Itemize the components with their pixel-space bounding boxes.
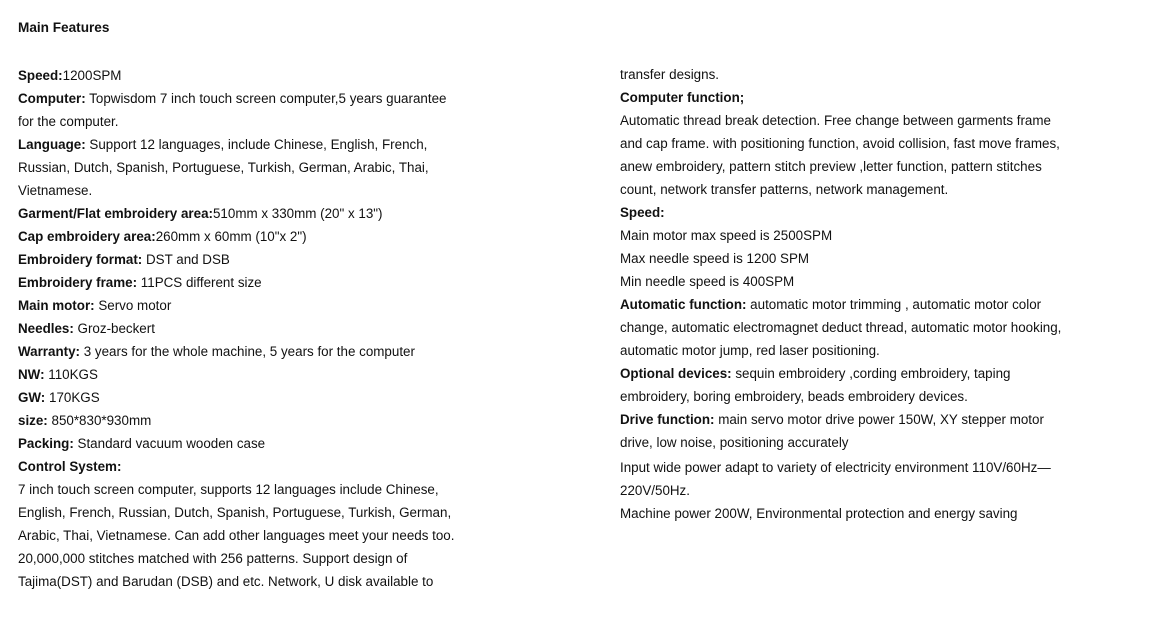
feature-line <box>18 204 578 227</box>
feature-text: Machine power 200W, Environmental protection and energy saving <box>620 506 1018 521</box>
feature-text: and cap frame. with positioning function, avoid collision, fast move frames, <box>620 136 1060 151</box>
feature-line <box>620 504 1150 527</box>
feature-text: 850*830*930mm <box>47 413 152 428</box>
feature-line <box>620 433 1150 456</box>
feature-label: Embroidery frame: <box>18 275 138 290</box>
feature-text: change, automatic electromagnet deduct thread, automatic motor hooking, <box>620 320 1062 335</box>
feature-line <box>18 526 578 549</box>
feature-text: automatic motor trimming , automatic motor color <box>746 297 1042 312</box>
feature-line <box>620 481 1150 504</box>
feature-label: Speed: <box>18 68 63 83</box>
feature-text: English, French, Russian, Dutch, Spanish, Portuguese, Turkish, German, <box>18 505 452 520</box>
feature-line <box>620 364 1150 387</box>
feature-text: Vietnamese. <box>18 183 93 198</box>
feature-line <box>620 88 1150 111</box>
feature-line <box>18 457 578 480</box>
feature-line <box>18 250 578 273</box>
feature-line <box>620 65 1150 88</box>
feature-line <box>620 180 1150 203</box>
feature-line <box>620 387 1150 410</box>
feature-label: Main motor: <box>18 298 95 313</box>
feature-label: Packing: <box>18 436 74 451</box>
features-right-column <box>620 65 1150 527</box>
feature-text: Min needle speed is 400SPM <box>620 274 795 289</box>
feature-label: Optional devices: <box>620 366 732 381</box>
feature-line <box>18 112 578 135</box>
feature-line <box>620 111 1150 134</box>
feature-line <box>620 295 1150 318</box>
feature-line <box>18 388 578 411</box>
features-left-column <box>18 66 578 595</box>
feature-text: Topwisdom 7 inch touch screen computer,5 years guarantee <box>85 91 447 106</box>
feature-line <box>18 158 578 181</box>
feature-text: count, network transfer patterns, network management. <box>620 182 949 197</box>
feature-text: main servo motor drive power 150W, XY stepper motor <box>714 412 1044 427</box>
feature-text: 3 years for the whole machine, 5 years for the computer <box>80 344 415 359</box>
feature-line <box>620 272 1150 295</box>
feature-text: automatic motor jump, red laser positioning. <box>620 343 880 358</box>
feature-text: DST and DSB <box>142 252 230 267</box>
feature-text: Groz-beckert <box>73 321 155 336</box>
feature-text: Input wide power adapt to variety of electricity environment 110V/60Hz— <box>620 460 1051 475</box>
feature-text: Main motor max speed is 2500SPM <box>620 228 833 243</box>
feature-text: embroidery, boring embroidery, beads embroidery devices. <box>620 389 968 404</box>
page-title: Main Features <box>18 20 110 35</box>
feature-line <box>18 572 578 595</box>
feature-line <box>18 365 578 388</box>
feature-line <box>18 434 578 457</box>
feature-text: Servo motor <box>94 298 172 313</box>
feature-line <box>18 549 578 572</box>
feature-line <box>18 181 578 204</box>
feature-text: Tajima(DST) and Barudan (DSB) and etc. Network, U disk available to <box>18 574 434 589</box>
feature-label: Control System: <box>18 459 122 474</box>
feature-line <box>18 411 578 434</box>
feature-label: Embroidery format: <box>18 252 143 267</box>
feature-line <box>18 66 578 89</box>
feature-text: Russian, Dutch, Spanish, Portuguese, Turkish, German, Arabic, Thai, <box>18 160 429 175</box>
feature-text: drive, low noise, positioning accurately <box>620 435 849 450</box>
feature-label: Speed: <box>620 205 665 220</box>
feature-label: Needles: <box>18 321 74 336</box>
feature-text: sequin embroidery ,cording embroidery, taping <box>731 366 1011 381</box>
feature-text: 20,000,000 stitches matched with 256 patterns. Support design of <box>18 551 408 566</box>
feature-label: GW: <box>18 390 46 405</box>
feature-line <box>18 296 578 319</box>
feature-line <box>18 480 578 503</box>
feature-text: 220V/50Hz. <box>620 483 690 498</box>
feature-text: transfer designs. <box>620 67 719 82</box>
feature-line <box>18 503 578 526</box>
feature-label: NW: <box>18 367 45 382</box>
feature-label: Cap embroidery area: <box>18 229 156 244</box>
feature-line <box>18 227 578 250</box>
feature-text: Max needle speed is 1200 SPM <box>620 251 810 266</box>
feature-text: anew embroidery, pattern stitch preview ,letter function, pattern stitches <box>620 159 1042 174</box>
feature-line <box>620 341 1150 364</box>
feature-label: Garment/Flat embroidery area: <box>18 206 213 221</box>
feature-line <box>18 135 578 158</box>
feature-line <box>620 157 1150 180</box>
feature-text: Automatic thread break detection. Free change between garments frame <box>620 113 1051 128</box>
feature-label: Drive function: <box>620 412 715 427</box>
feature-text: Support 12 languages, include Chinese, English, French, <box>85 137 428 152</box>
feature-text: 110KGS <box>44 367 98 382</box>
feature-text: Standard vacuum wooden case <box>73 436 266 451</box>
feature-text: 1200SPM <box>62 68 122 83</box>
feature-label: Language: <box>18 137 86 152</box>
feature-text: 170KGS <box>45 390 100 405</box>
feature-label: Computer function; <box>620 90 745 105</box>
feature-line <box>18 319 578 342</box>
feature-label: size: <box>18 413 48 428</box>
feature-line <box>620 249 1150 272</box>
feature-label: Automatic function: <box>620 297 747 312</box>
feature-line <box>18 342 578 365</box>
feature-line <box>620 410 1150 433</box>
feature-line <box>18 273 578 296</box>
feature-line <box>620 458 1150 481</box>
feature-line <box>18 89 578 112</box>
feature-text: 260mm x 60mm (10"x 2") <box>155 229 307 244</box>
feature-text: 510mm x 330mm (20" x 13") <box>212 206 383 221</box>
feature-text: Arabic, Thai, Vietnamese. Can add other languages meet your needs too. <box>18 528 455 543</box>
feature-line <box>620 226 1150 249</box>
feature-line <box>620 134 1150 157</box>
feature-label: Warranty: <box>18 344 81 359</box>
feature-line <box>620 318 1150 341</box>
feature-label: Computer: <box>18 91 86 106</box>
feature-line <box>620 203 1150 226</box>
feature-text: for the computer. <box>18 114 119 129</box>
feature-text: 7 inch touch screen computer, supports 12 languages include Chinese, <box>18 482 439 497</box>
feature-text: 11PCS different size <box>137 275 262 290</box>
